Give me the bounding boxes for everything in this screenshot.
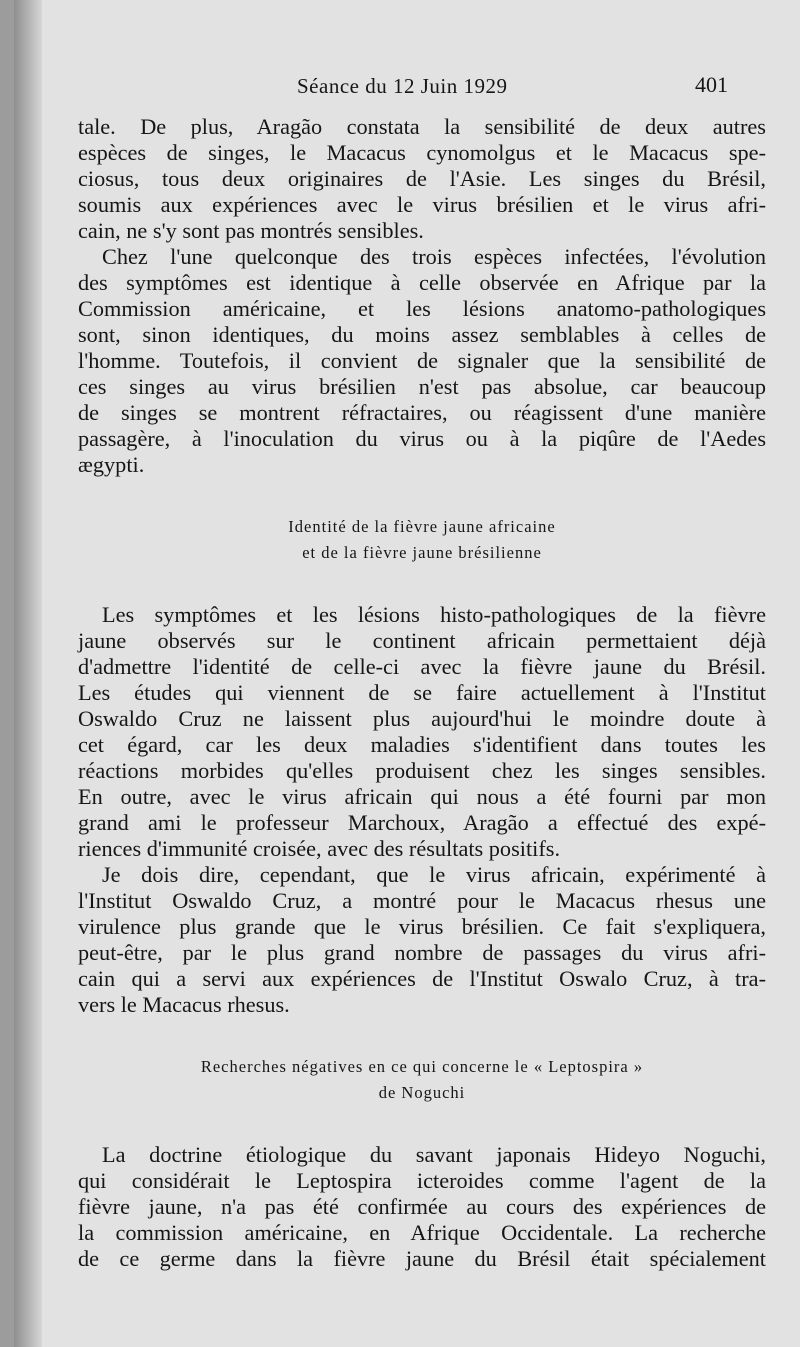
text-line: cain qui a servi aux expériences de l'Institut Oswalo Cruz, à tra- (78, 966, 766, 991)
binding-shadow (14, 0, 42, 1347)
text-line: cet égard, car les deux maladies s'identifient dans toutes les (78, 732, 766, 757)
text-line: sont, sinon identiques, du moins assez semblables à celles de (78, 322, 766, 347)
heading-line: et de la fièvre jaune brésilienne (302, 543, 542, 562)
text-line: Commission américaine, et les lésions anatomo-pathologiques (78, 296, 766, 321)
text-line: Les symptômes et les lésions histo-pathologiques de la fièvre (102, 602, 766, 627)
text-line: tale. De plus, Aragão constata la sensibilité de deux autres (78, 114, 766, 139)
text-line: passagère, à l'inoculation du virus ou à la piqûre de l'Aedes (78, 426, 766, 451)
spacer (78, 566, 766, 602)
text-line: cain, ne s'y sont pas montrés sensibles. (78, 218, 424, 243)
paragraph (78, 114, 766, 244)
text-line: de ce germe dans la fièvre jaune du Brésil était spécialement (78, 1246, 766, 1271)
section-heading (78, 1054, 766, 1106)
text-line: de singes se montrent réfractaires, ou réagissent d'une manière (78, 400, 766, 425)
paragraph (78, 1142, 766, 1272)
document-page (14, 0, 800, 1347)
text-line: soumis aux expériences avec le virus brésilien et le virus afri- (78, 192, 766, 217)
spacer (78, 478, 766, 514)
text-line: ces singes au virus brésilien n'est pas absolue, car beaucoup (78, 374, 766, 399)
text-line: réactions morbides qu'elles produisent chez les singes sensibles. (78, 758, 766, 783)
text-line: peut-être, par le plus grand nombre de passages du virus afri- (78, 940, 766, 965)
text-line: d'admettre l'identité de celle-ci avec la fièvre jaune du Brésil. (78, 654, 766, 679)
paragraph (78, 244, 766, 478)
spacer (78, 1106, 766, 1142)
page-number: 401 (695, 72, 728, 97)
text-line: La doctrine étiologique du savant japonais Hideyo Noguchi, (102, 1142, 766, 1167)
heading-line: de Noguchi (378, 1083, 466, 1102)
heading-line: Identité de la fièvre jaune africaine (288, 517, 556, 536)
text-line: Je dois dire, cependant, que le virus africain, expérimenté à (102, 862, 766, 887)
page-header (14, 72, 800, 102)
body-text (78, 114, 766, 1272)
text-line: Oswaldo Cruz ne laissent plus aujourd'hui le moindre doute à (78, 706, 766, 731)
spacer (78, 1018, 766, 1054)
text-line: des symptômes est identique à celle observée en Afrique par la (78, 270, 766, 295)
text-line: espèces de singes, le Macacus cynomolgus et le Macacus spe- (78, 140, 766, 165)
running-head: Séance du 12 Juin 1929 (297, 74, 508, 98)
heading-line: Recherches négatives en ce qui concerne le « Leptospira » (200, 1057, 644, 1076)
text-line: la commission américaine, en Afrique Occidentale. La recherche (78, 1220, 766, 1245)
section-heading (78, 514, 766, 566)
text-line: Chez l'une quelconque des trois espèces infectées, l'évolution (102, 244, 766, 269)
text-line: jaune observés sur le continent africain permettaient déjà (78, 628, 766, 653)
text-line: vers le Macacus rhesus. (78, 992, 290, 1017)
text-line: l'Institut Oswaldo Cruz, a montré pour le Macacus rhesus une (78, 888, 766, 913)
paragraph (78, 602, 766, 862)
text-line: grand ami le professeur Marchoux, Aragão a effectué des expé- (78, 810, 766, 835)
text-line: qui considérait le Leptospira icteroides comme l'agent de la (78, 1168, 766, 1193)
text-line: Les études qui viennent de se faire actuellement à l'Institut (78, 680, 766, 705)
text-line: l'homme. Toutefois, il convient de signaler que la sensibilité de (78, 348, 766, 373)
paragraph (78, 862, 766, 1018)
text-line: ægypti. (78, 452, 145, 477)
text-line: ciosus, tous deux originaires de l'Asie. Les singes du Brésil, (78, 166, 766, 191)
text-line: virulence plus grande que le virus brésilien. Ce fait s'expliquera, (78, 914, 766, 939)
text-line: riences d'immunité croisée, avec des résultats positifs. (78, 836, 561, 861)
text-line: fièvre jaune, n'a pas été confirmée au cours des expériences de (78, 1194, 766, 1219)
text-line: En outre, avec le virus africain qui nous a été fourni par mon (78, 784, 766, 809)
